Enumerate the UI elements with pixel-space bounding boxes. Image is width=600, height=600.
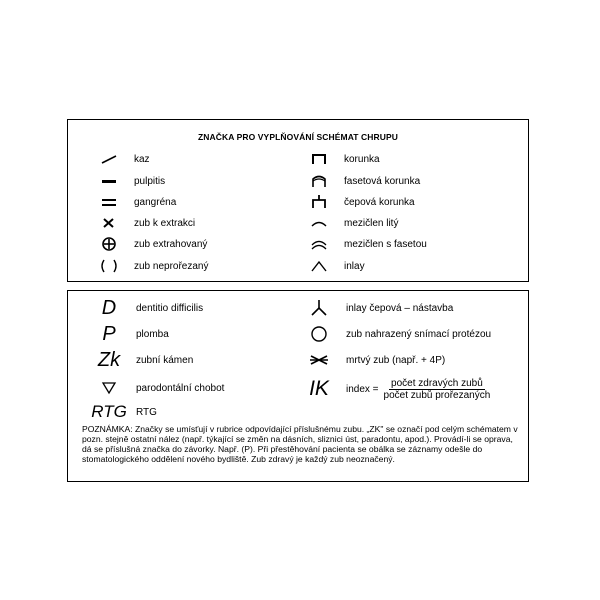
legend-label: dentitio difficilis [136,302,204,314]
bar-icon [92,172,126,190]
legend-label: kaz [134,153,150,165]
arc-icon [302,214,336,232]
legend-row [92,379,224,397]
legend-symbol: P [102,323,116,345]
note-text: POZNÁMKA: Značky se umísťují v rubrice odpovídající příslušnému zubu. „ZK" se označí pod celým schématem v pozn. stejně ostatní nález (např. týkající se změn na dásních, sliznici úst, paradontu, apod.). Provádí-li se oprava, dá se příslušná značka do závorky. Např. (P). Při přestěhování pacienta se obálka se záznamy odešle do stomatologického oddělení nového bydliště. Zub zdravý je každý zub neoznačený. [82,424,518,464]
legend-row [92,351,193,369]
index-row [302,377,492,401]
legend-label: RTG [136,406,157,418]
legend-label: mezičlen s fasetou [344,238,427,250]
legend-label: mezičlen litý [344,217,399,229]
legend-label: fasetová korunka [344,175,421,187]
x-icon [92,214,126,232]
legend-row [302,299,453,317]
legend-label: mrtvý zub (např. + 4P) [346,354,446,366]
legend-row [302,351,445,369]
double-arc-icon [302,235,336,253]
index-numerator: počet zdravých zubů [391,377,483,389]
slash-icon [92,150,126,168]
bowtie-icon [302,351,336,369]
parentheses-icon [92,257,126,275]
legend-row [92,257,209,275]
legend-label: čepová korunka [344,196,415,208]
legend-label: inlay [344,260,365,272]
legend-label: zub extrahovaný [134,238,208,250]
legend-label: zub k extrakci [134,217,196,229]
symbol-legend-box [67,119,529,282]
legend-row [92,299,203,317]
legend-symbol: RTG [91,402,127,421]
legend-row [302,214,398,232]
legend-label: parodontální chobot [136,382,225,394]
legend-label: plomba [136,328,169,340]
legend-symbol: D [101,297,117,319]
legend-row [302,150,380,168]
legend-row [92,172,165,190]
legend-label: zub nahrazený snímací protézou [346,328,492,340]
legend-row [92,150,150,168]
legend-label: korunka [344,153,380,165]
triangle-down-icon [92,379,126,397]
crown-icon [302,150,336,168]
legend-label: pulpitis [134,175,166,187]
index-fraction [382,378,493,401]
legend-symbol: Zk [97,349,121,371]
legend-row [92,214,195,232]
index-label: index = [346,383,379,395]
legend-row [302,235,427,253]
circle-plus-icon [92,235,126,253]
symbol-legend-box-2 [67,290,529,482]
legend-row [92,403,157,421]
legend-label: gangréna [134,196,177,208]
index-formula [346,378,492,401]
y-post-icon [302,299,336,317]
index-symbol: IK [309,377,329,400]
legend-row [92,235,207,253]
legend-row [92,325,169,343]
caret-icon [302,257,336,275]
legend-label: zubní kámen [136,354,194,366]
double-bar-icon [92,193,126,211]
legend-title: ZNAČKA PRO VYPLŇOVÁNÍ SCHÉMAT CHRUPU [197,132,399,142]
legend-label: inlay čepová – nástavba [346,302,454,314]
legend-row [302,193,415,211]
legend-label: zub neprořezaný [134,260,209,272]
circle-icon [302,325,336,343]
legend-row [302,172,420,190]
post-crown-icon [302,193,336,211]
legend-row [302,325,491,343]
faceted-crown-icon [302,172,336,190]
legend-row [92,193,176,211]
index-denominator: počet zubů prořezaných [383,389,491,401]
legend-row [302,257,365,275]
